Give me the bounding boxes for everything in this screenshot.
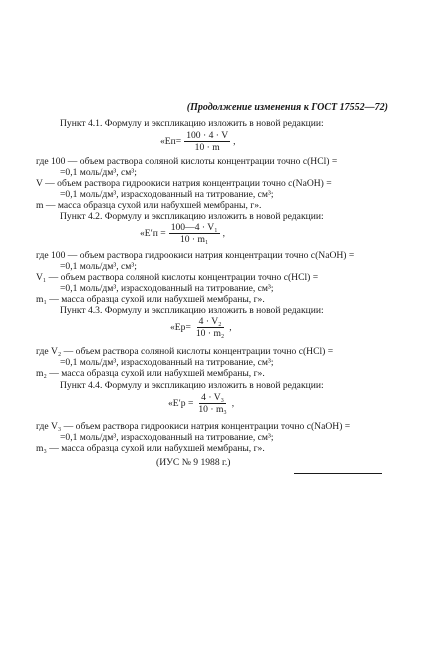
item-4-3-intro: Пункт 4.3. Формулу и экспликацию изложить в новой редакции: (60, 305, 324, 316)
formula-denominator: 10 · m (194, 142, 220, 154)
item-4-3-def-1-cont: =0,1 моль/дм³, израсходованный на титрование, см³; (60, 357, 274, 368)
formula-lhs: «Eр= (170, 321, 191, 333)
item-4-1-intro: Пункт 4.1. Формулу и экспликацию изложить в новой редакции: (60, 118, 324, 129)
item-4-2-def-2: V₁ — объем раствора соляной кислоты концентрации точно c(HCl) = (36, 272, 319, 283)
formula-lhs: «E′п = (140, 227, 166, 239)
item-4-3-def-2: m₂ — масса образца сухой или набухшей мембраны, г». (36, 368, 265, 379)
formula-tail: , (233, 135, 236, 147)
formula-numerator: 4 · V₂ (198, 316, 222, 327)
formula-denominator: 10 · m₃ (198, 404, 227, 416)
item-4-1-def-2-cont: =0,1 моль/дм³, израсходованный на титрование, см³; (60, 189, 274, 200)
source-reference: (ИУС № 9 1988 г.) (156, 457, 231, 468)
formula-tail: , (222, 227, 225, 239)
formula-fraction (169, 222, 220, 245)
item-4-1-def-2: V — объем раствора гидроокиси натрия концентрации точно c(NaOH) = (36, 178, 332, 189)
formula-fraction (196, 392, 228, 415)
item-4-2-intro: Пункт 4.2. Формулу и экспликацию изложить в новой редакции: (60, 211, 324, 222)
item-4-4-intro: Пункт 4.4. Формулу и экспликацию изложить в новой редакции: (60, 380, 324, 391)
item-4-2-formula (140, 222, 225, 245)
formula-fraction (184, 130, 230, 153)
item-4-2-def-1: где 100 — объем раствора гидроокиси натрия концентрации точно c(NaOH) = (36, 250, 355, 261)
formula-numerator: 4 · V₃ (201, 392, 225, 403)
formula-denominator: 10 · m₁ (179, 234, 209, 246)
item-4-4-formula (168, 392, 234, 415)
item-4-3-def-1: где V₂ — объем раствора соляной кислоты концентрации точно c(HCl) = (36, 346, 334, 357)
continuation-header: (Продолжение изменения к ГОСТ 17552—72) (186, 102, 388, 113)
horizontal-rule (294, 473, 382, 474)
formula-tail: , (231, 397, 235, 409)
formula-lhs: «E′р = (168, 397, 194, 409)
item-4-2-def-2-cont: =0,1 моль/дм³, израсходованный на титрование, см³; (60, 283, 274, 294)
formula-denominator: 10 · m₂ (195, 328, 225, 340)
item-4-2-def-3: m₁ — масса образца сухой или набухшей мембраны, г». (36, 294, 265, 305)
formula-numerator: 100—4 · V₁ (170, 222, 218, 233)
formula-tail: , (229, 321, 232, 333)
item-4-3-formula (170, 316, 232, 339)
item-4-1-def-1-cont: =0,1 моль/дм³, см³; (60, 167, 137, 178)
item-4-1-def-3: m — масса образца сухой или набухшей мембраны, г». (36, 200, 262, 211)
item-4-4-def-2: m₃ — масса образца сухой или набухшей мембраны, г». (36, 443, 265, 454)
item-4-4-def-1-cont: =0,1 моль/дм³, израсходованный на титрование, см³; (60, 432, 274, 443)
item-4-1-formula (160, 130, 236, 153)
item-4-1-def-1: где 100 — объем раствора соляной кислоты концентрации точно c(HCl) = (36, 156, 338, 167)
formula-fraction (194, 316, 226, 339)
formula-lhs: «Eп= (160, 135, 182, 147)
formula-numerator: 100 · 4 · V (186, 130, 229, 141)
item-4-4-def-1: где V₃ — объем раствора гидроокиси натрия концентрации точно c(NaOH) = (36, 421, 351, 432)
item-4-2-def-1-cont: =0,1 моль/дм³, см³; (60, 261, 137, 272)
